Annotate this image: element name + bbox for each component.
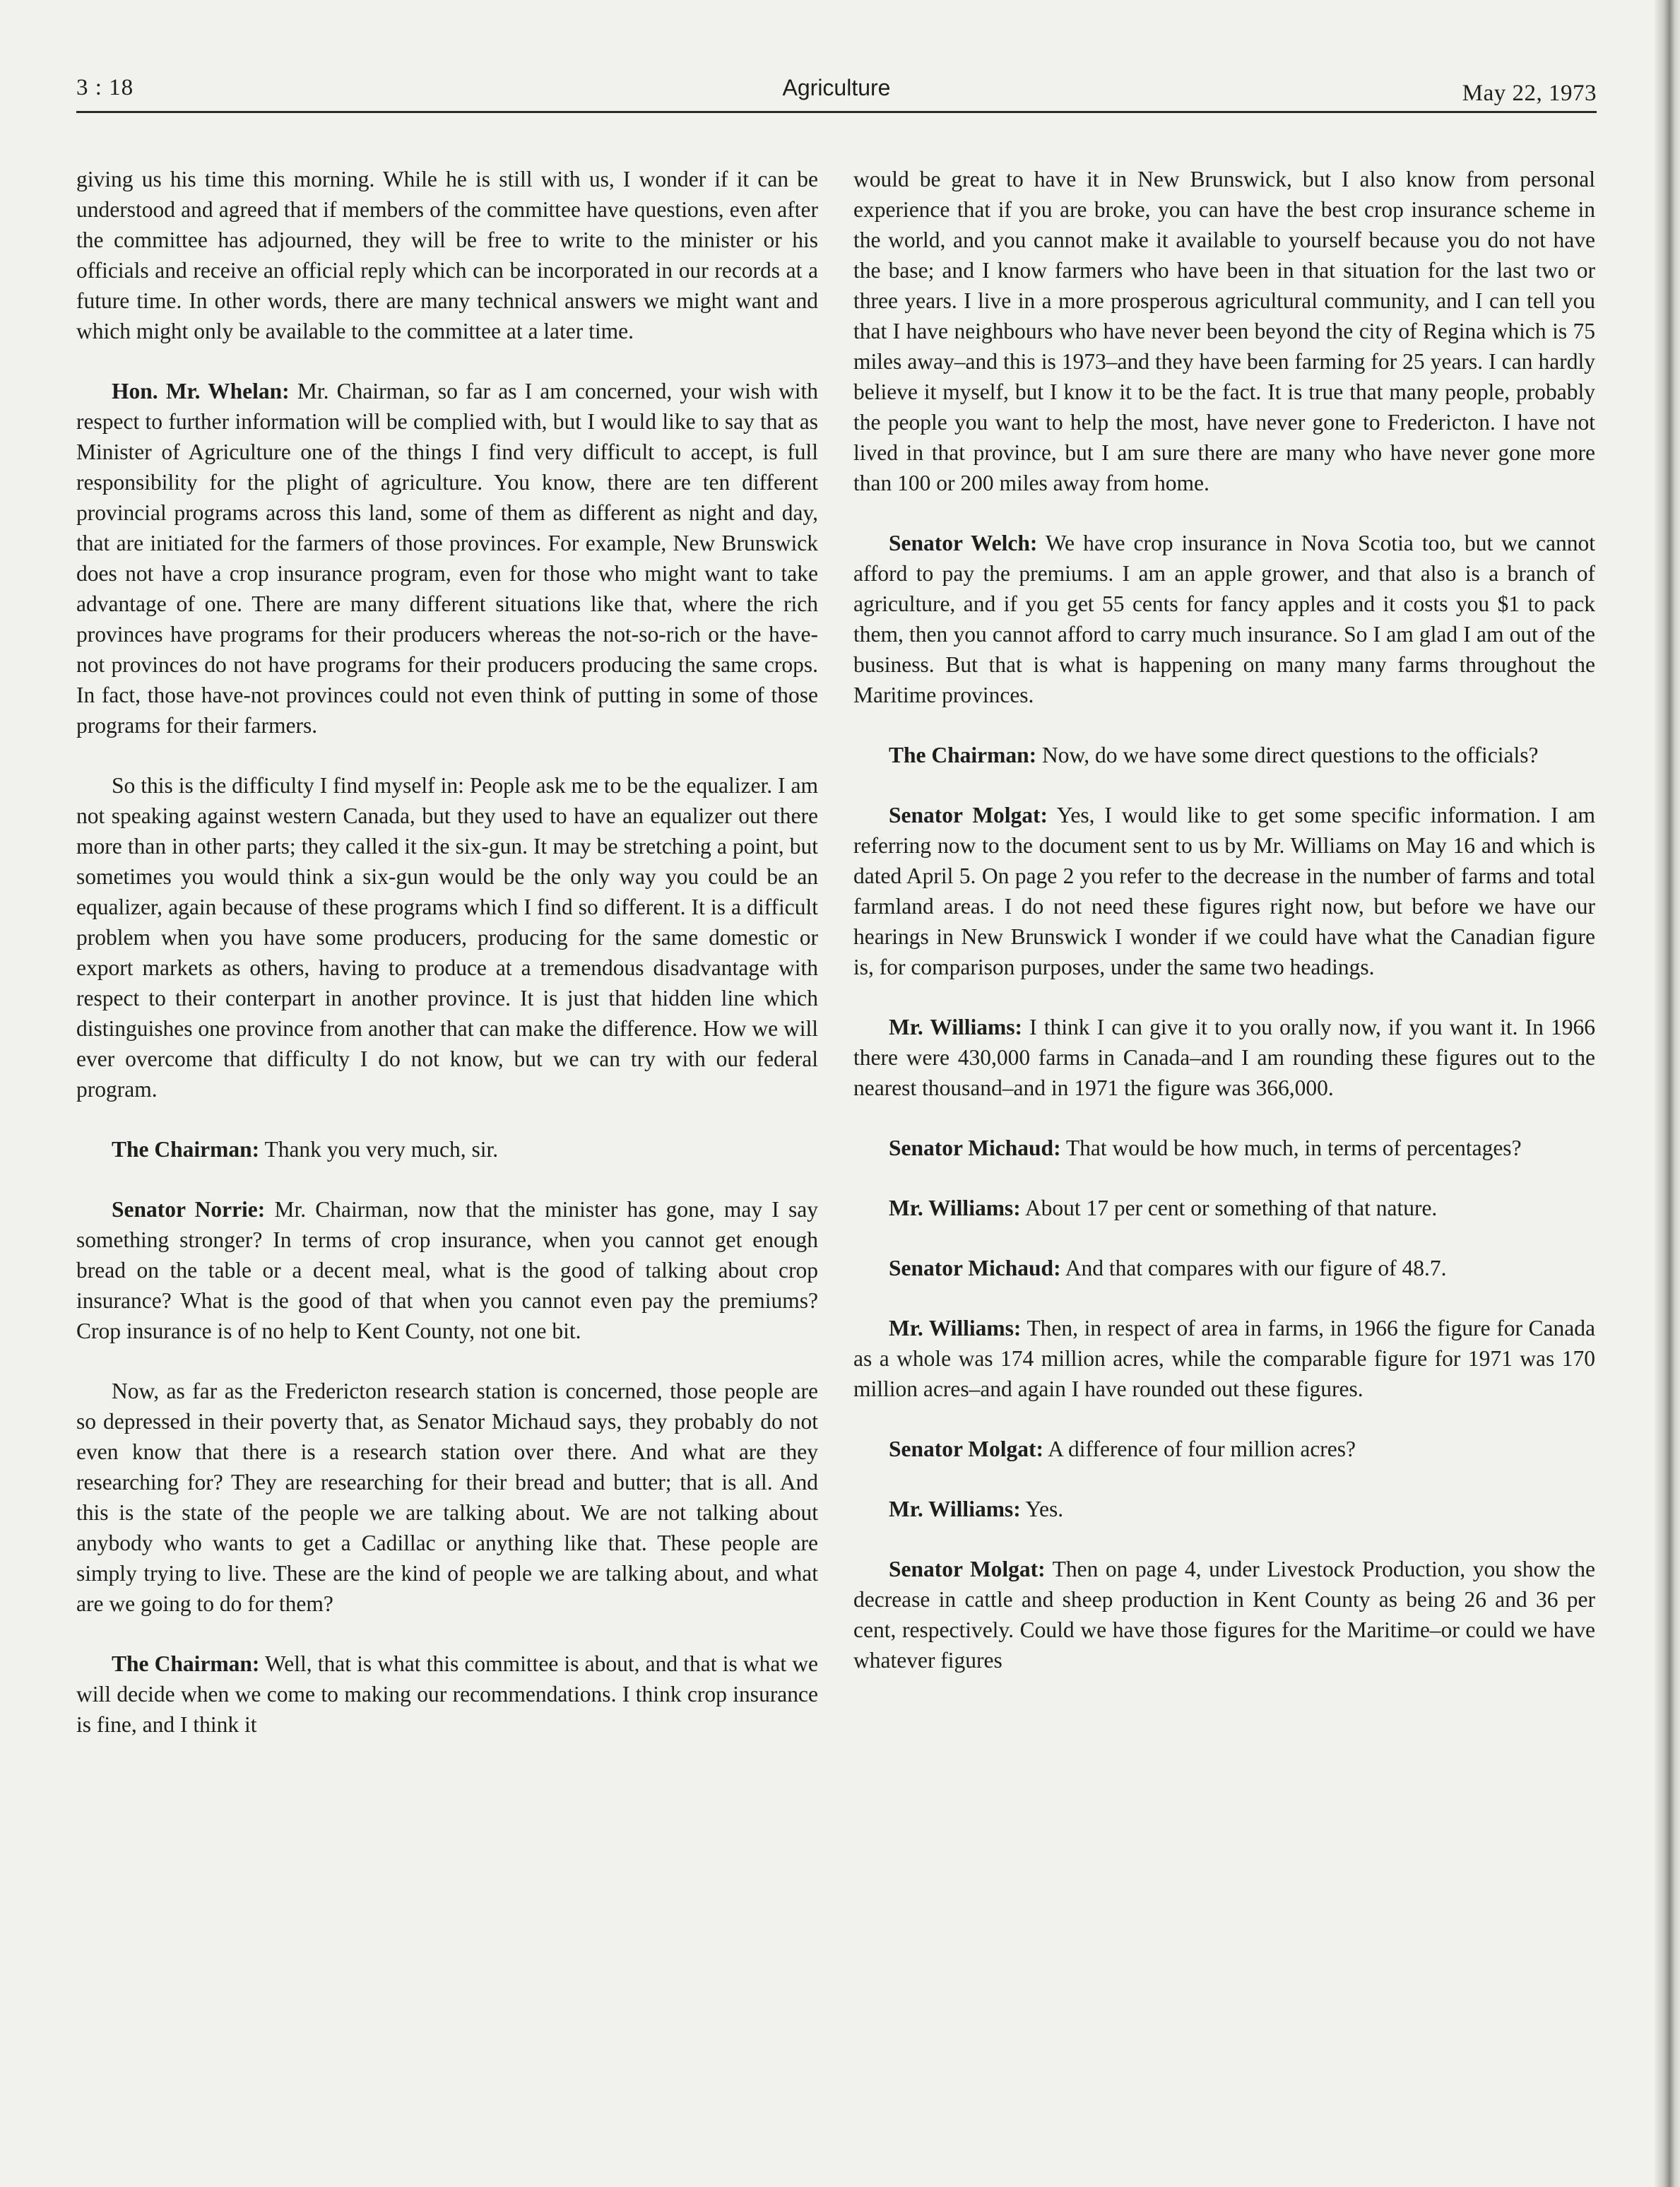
paragraph-text: Yes. [1025, 1497, 1064, 1521]
paragraph [76, 1194, 818, 1346]
speaker-name: Mr. Williams: [889, 1497, 1021, 1521]
paragraph [853, 1193, 1595, 1223]
paragraph [76, 164, 818, 346]
paragraph-text: Thank you very much, sir. [264, 1137, 499, 1162]
section-title: Agriculture [782, 75, 891, 100]
publication-date: May 22, 1973 [1462, 81, 1597, 106]
paragraph [853, 528, 1595, 710]
paragraph [853, 1434, 1595, 1464]
paragraph-text: Mr. Chairman, now that the minister has gone, may I say something stronger? In terms of crop insurance, when you cannot get enough bread on the table or a decent meal, what is the good of talking about crop insurance? What is the good of that when you cannot even pay the premiums? Crop insurance is of no help to Kent County, not one bit. [76, 1197, 819, 1343]
header-rule [76, 111, 1597, 113]
right-column [853, 164, 1595, 1705]
page-edge-shadow [1655, 0, 1680, 2187]
paragraph-text: Well, that is what this committee is about, and that is what we will decide when we come to making our recommendations. I think crop insurance is fine, and I think it [76, 1651, 818, 1737]
paragraph-text: giving us his time this morning. While he is still with us, I wonder if it can be understood and agreed that if members of the committee have questions, even after the committee has adjourned, they will be free to write to the minister or his officials and receive an official reply which can be incorporated in our records at a future time. In other words, there are many technical answers we might want and which might only be available to the committee at a later time. [76, 167, 818, 343]
paragraph-text: That would be how much, in terms of percentages? [1065, 1136, 1522, 1160]
speaker-name: Senator Michaud: [889, 1256, 1061, 1280]
speaker-name: Hon. Mr. Whelan: [112, 379, 290, 403]
paragraph-text: So this is the difficulty I find myself in: People ask me to be the equalizer. I am not speaking against western Canada, but they used to have an equalizer out there more than in other parts; they called it the six-gun. It may be stretching a point, but sometimes you would think a six-gun would be the only way you could be an equalizer, again because of these programs which I find so different. It is a difficult problem when you have some producers, producing for the same domestic or export markets as others, having to produce at a tremendous disadvantage with respect to their conterpart in another province. It is just that hidden line which distinguishes one province from another that can make the difference. How we will ever overcome that difficulty I do not know, but we can try with our federal program. [76, 773, 818, 1102]
speaker-name: Senator Molgat: [889, 1557, 1046, 1581]
paragraph [853, 1253, 1595, 1283]
speaker-name: Senator Norrie: [112, 1197, 266, 1222]
page-number: 3 : 18 [76, 75, 134, 100]
page-header [76, 71, 1597, 113]
paragraph-text: We have crop insurance in Nova Scotia too, but we cannot afford to pay the premiums. I am an apple grower, and that also is a branch of agriculture, and if you get 55 cents for fancy apples and it costs you $1 to pack them, then you cannot afford to carry much insurance. So I am glad I am out of the business. But that is what is happening on many many farms throughout the Maritime provinces. [853, 531, 1595, 707]
paragraph [76, 1376, 818, 1619]
speaker-name: Senator Welch: [889, 531, 1038, 555]
speaker-name: Senator Molgat: [889, 803, 1048, 827]
speaker-name: The Chairman: [112, 1651, 260, 1676]
speaker-name: Mr. Williams: [889, 1316, 1022, 1340]
paragraph-text: Yes, I would like to get some specific information. I am referring now to the document sent to us by Mr. Williams on May 16 and which is dated April 5. On page 2 you refer to the decrease in the number of farms and total farmland areas. I do not need these figures right now, but before we have our hearings in New Brunswick I wonder if we could have what the Canadian figure is, for comparison purposes, under the same two headings. [853, 803, 1596, 979]
paragraph-text: Now, do we have some direct questions to the officials? [1042, 743, 1539, 767]
paragraph [853, 1133, 1595, 1163]
paragraph-text: Then on page 4, under Livestock Production, you show the decrease in cattle and sheep production in Kent County as being 26 and 36 per cent, respectively. Could we have those figures for the Maritime–or could we have whatever figures [853, 1557, 1596, 1673]
paragraph-text: Now, as far as the Fredericton research station is concerned, those people are so depressed in their poverty that, as Senator Michaud says, they probably do not even know that there is a research station over there. And what are they researching for? They are researching for their bread and butter; that is all. And this is the state of the people we are talking about. We are not talking about anybody who wants to get a Cadillac or anything like that. These people are simply trying to live. These are the kind of people we are talking about, and what are we going to do for them? [76, 1379, 818, 1616]
paragraph [76, 1134, 818, 1165]
paragraph [853, 1012, 1595, 1103]
paragraph-text: About 17 per cent or something of that nature. [1024, 1196, 1438, 1220]
paragraph [853, 164, 1595, 498]
speaker-name: The Chairman: [112, 1137, 260, 1162]
paragraph-text: I think I can give it to you orally now, if you want it. In 1966 there were 430,000 farms in Canada–and I am rounding these figures out to the nearest thousand–and in 1971 the figure was 366,000. [853, 1015, 1596, 1100]
paragraph [853, 1494, 1595, 1524]
paragraph [76, 770, 818, 1104]
paragraph-text: Then, in respect of area in farms, in 1966 the figure for Canada as a whole was 174 million acres, while the comparable figure for 1971 was 170 million acres–and again I have rounded out these figures. [853, 1316, 1595, 1401]
paragraph [853, 1554, 1595, 1675]
speaker-name: Mr. Williams: [889, 1015, 1022, 1039]
paragraph [853, 1313, 1595, 1404]
speaker-name: The Chairman: [889, 743, 1037, 767]
speaker-name: Mr. Williams: [889, 1196, 1021, 1220]
left-column [76, 164, 818, 1769]
speaker-name: Senator Michaud: [889, 1136, 1061, 1160]
paragraph-text: A difference of four million acres? [1048, 1437, 1356, 1461]
paragraph [76, 376, 818, 741]
speaker-name: Senator Molgat: [889, 1437, 1044, 1461]
paragraph-text: Mr. Chairman, so far as I am concerned, your wish with respect to further information will be complied with, but I would like to say that as Minister of Agriculture one of the things I find very difficult to accept, is full responsibility for the plight of agriculture. You know, there are ten different provincial programs across this land, some of them as different as night and day, that are initiated for the farmers of those provinces. For example, New Brunswick does not have a crop insurance program, even for those who might want to take advantage of one. There are many different situations like that, where the rich provinces have programs for their producers whereas the not-so-rich or the have-not provinces do not have programs for their producers producing the same crops. In fact, those have-not provinces could not even think of putting in some of those programs for their farmers. [76, 379, 819, 738]
paragraph [76, 1649, 818, 1740]
paragraph-text: would be great to have it in New Brunswick, but I also know from personal experience that if you are broke, you can have the best crop insurance scheme in the world, and you cannot make it available to yourself because you do not have the base; and I know farmers who have been in that situation for the last two or three years. I live in a more prosperous agricultural community, and I can tell you that I have neighbours who have never been beyond the city of Regina which is 75 miles away–and this is 1973–and they have been farming for 25 years. I can hardly believe it myself, but I know it to be the fact. It is true that many people, probably the people you want to help the most, have never gone to Fredericton. I have not lived in that province, but I am sure there are many who have never gone more than 100 or 200 miles away from home. [853, 167, 1595, 495]
paragraph [853, 740, 1595, 770]
paragraph-text: And that compares with our figure of 48.7. [1065, 1256, 1447, 1280]
paragraph [853, 800, 1595, 982]
